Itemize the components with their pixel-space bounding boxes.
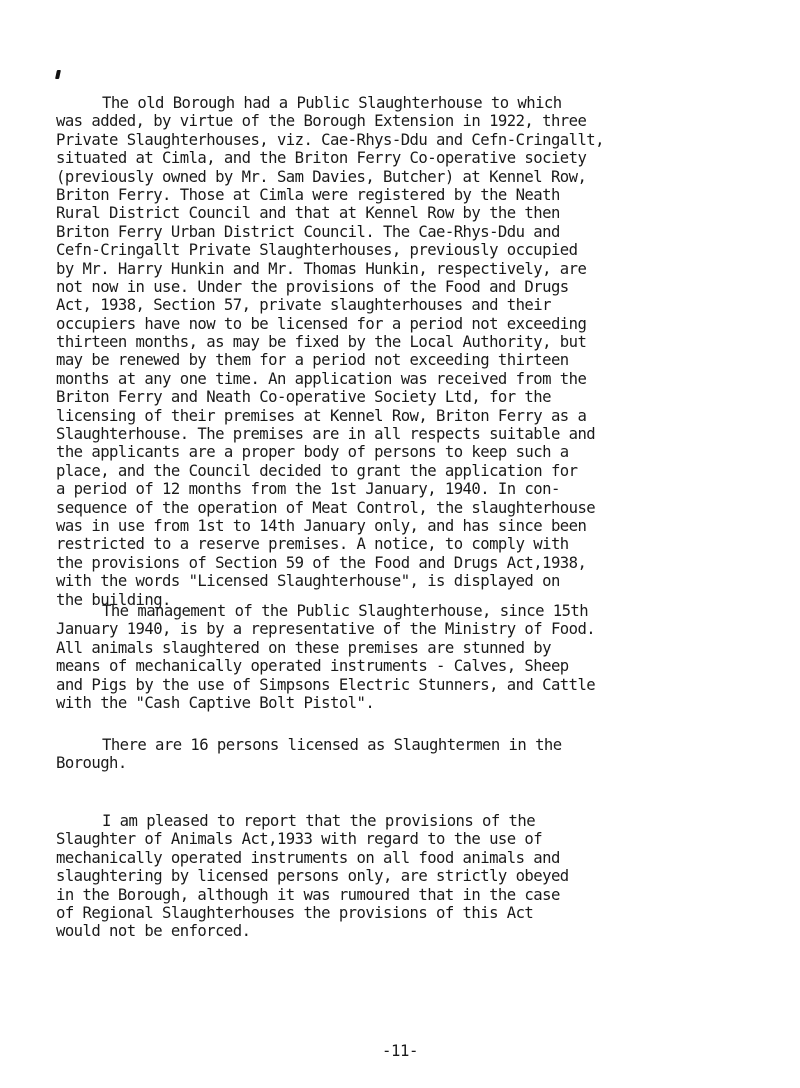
text-line: Slaughterhouse. The premises are in all respects suitable and: [56, 425, 596, 444]
text-line: All animals slaughtered on these premises are stunned by: [56, 638, 551, 657]
text-line: Private Slaughterhouses, viz. Cae-Rhys-Ddu and Cefn-Cringallt,: [56, 130, 604, 149]
text-line: place, and the Council decided to grant the application for: [56, 461, 578, 480]
text-line: licensing of their premises at Kennel Row, Briton Ferry as a: [56, 406, 587, 425]
text-line: by Mr. Harry Hunkin and Mr. Thomas Hunkin, respectively, are: [56, 259, 587, 278]
text-line: occupiers have now to be licensed for a period not exceeding: [56, 314, 587, 333]
text-line: of Regional Slaughterhouses the provisions of this Act: [56, 903, 534, 922]
paragraph-public-slaughterhouse-management: [56, 602, 768, 712]
text-line: Slaughter of Animals Act,1933 with regard to the use of: [56, 830, 543, 849]
text-line: (previously owned by Mr. Sam Davies, Butcher) at Kennel Row,: [56, 167, 587, 186]
text-line: Briton Ferry Urban District Council. The Cae-Rhys-Ddu and: [56, 222, 560, 241]
text-line: The management of the Public Slaughterhouse, since 15th: [102, 602, 589, 620]
text-line: the provisions of Section 59 of the Food and Drugs Act,1938,: [56, 553, 587, 572]
text-line: Rural District Council and that at Kennel Row by the then: [56, 204, 560, 223]
text-line: with the words "Licensed Slaughterhouse", is displayed on: [56, 572, 560, 591]
scan-mark: [55, 70, 61, 79]
text-line: thirteen months, as may be fixed by the Local Authority, but: [56, 333, 587, 352]
paragraph-licensed-slaughtermen: [56, 736, 768, 773]
text-line: Borough.: [56, 754, 127, 773]
page-number: -11-: [382, 1042, 418, 1060]
text-line: Cefn-Cringallt Private Slaughterhouses, previously occupied: [56, 241, 578, 260]
text-line: would not be enforced.: [56, 922, 251, 941]
text-line: the building.: [56, 590, 171, 609]
text-line: Briton Ferry and Neath Co-operative Society Ltd, for the: [56, 388, 551, 407]
paragraph-slaughter-of-animals-act: [56, 812, 768, 941]
text-line: the applicants are a proper body of persons to keep such a: [56, 443, 569, 462]
text-line: may be renewed by them for a period not exceeding thirteen: [56, 351, 569, 370]
text-line: a period of 12 months from the 1st January, 1940. In con-: [56, 480, 560, 499]
text-line: Act, 1938, Section 57, private slaughterhouses and their: [56, 296, 551, 315]
text-line: There are 16 persons licensed as Slaughtermen in the: [102, 736, 562, 754]
text-line: January 1940, is by a representative of the Ministry of Food.: [56, 620, 596, 639]
text-line: was added, by virtue of the Borough Extension in 1922, three: [56, 112, 587, 131]
text-line: sequence of the operation of Meat Control, the slaughterhouse: [56, 498, 596, 517]
paragraph-slaughterhouses-history: [56, 94, 768, 609]
text-line: in the Borough, although it was rumoured that in the case: [56, 885, 560, 904]
text-line: I am pleased to report that the provisions of the: [102, 812, 536, 830]
text-line: months at any one time. An application was received from the: [56, 369, 587, 388]
text-line: mechanically operated instruments on all food animals and: [56, 848, 560, 867]
text-line: restricted to a reserve premises. A notice, to comply with: [56, 535, 569, 554]
text-line: slaughtering by licensed persons only, are strictly obeyed: [56, 867, 569, 886]
text-line: means of mechanically operated instruments - Calves, Sheep: [56, 657, 569, 676]
text-line: Briton Ferry. Those at Cimla were registered by the Neath: [56, 185, 560, 204]
text-line: not now in use. Under the provisions of the Food and Drugs: [56, 277, 569, 296]
text-line: The old Borough had a Public Slaughterhouse to which: [102, 94, 562, 112]
text-line: and Pigs by the use of Simpsons Electric Stunners, and Cattle: [56, 675, 596, 694]
text-line: with the "Cash Captive Bolt Pistol".: [56, 693, 375, 712]
text-line: was in use from 1st to 14th January only, and has since been: [56, 516, 587, 535]
text-line: situated at Cimla, and the Briton Ferry Co-operative society: [56, 149, 587, 168]
